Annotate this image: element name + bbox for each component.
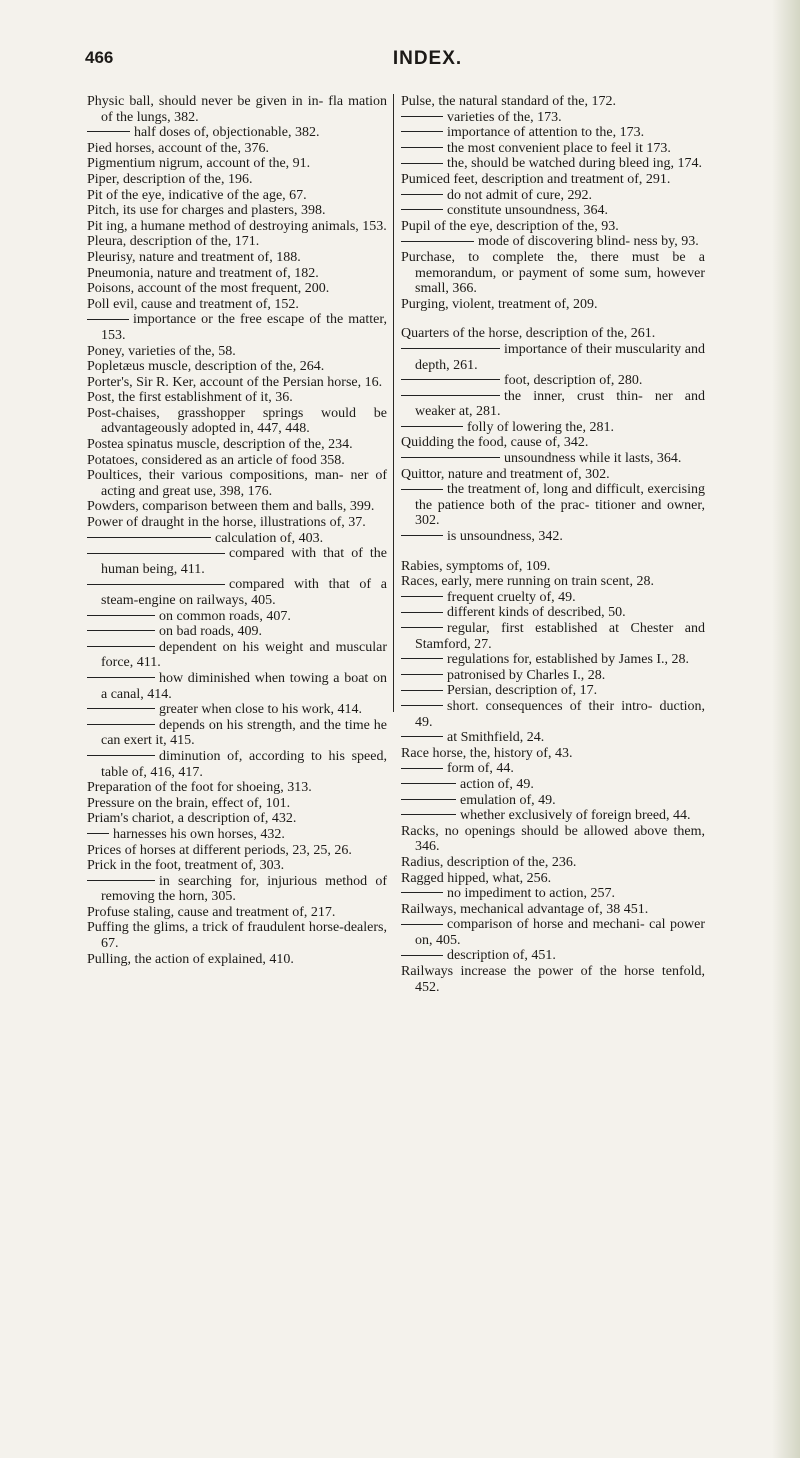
index-subentry xyxy=(401,420,705,436)
index-entry xyxy=(87,250,387,266)
index-subentry xyxy=(87,671,387,702)
section-gap xyxy=(401,312,705,326)
page-header xyxy=(85,48,770,78)
index-subentry xyxy=(87,531,387,547)
index-subentry xyxy=(401,482,705,529)
entry-text: short. consequences of their intro- duction, 49. xyxy=(415,698,705,730)
index-subentry xyxy=(401,777,705,793)
ditto-dash xyxy=(401,426,463,427)
index-entry xyxy=(87,780,387,796)
entry-text: Radius, description of the, 236. xyxy=(401,854,577,870)
ditto-dash xyxy=(87,755,155,756)
ditto-dash xyxy=(401,924,443,925)
entry-text: Quidding the food, cause of, 342. xyxy=(401,435,589,451)
index-subentry xyxy=(401,451,705,467)
entry-text: Prick in the foot, treatment of, 303. xyxy=(87,858,285,874)
ditto-dash xyxy=(401,892,443,893)
index-subentry xyxy=(401,917,705,948)
entry-text: action of, 49. xyxy=(460,776,534,792)
index-subentry xyxy=(401,156,705,172)
entry-text: whether exclusively of foreign breed, 44. xyxy=(460,808,691,824)
index-subentry xyxy=(401,125,705,141)
index-entry xyxy=(87,843,387,859)
ditto-dash xyxy=(401,814,456,815)
entry-text: Power of draught in the horse, illustrations of, 37. xyxy=(87,515,366,531)
entry-text: Pneumonia, nature and treatment of, 182. xyxy=(87,265,319,281)
index-entry xyxy=(401,964,705,995)
entry-text: Poultices, their various compositions, man- ner of acting and great use, 398, 176. xyxy=(87,468,387,499)
index-subentry xyxy=(401,668,705,684)
entry-text: Popletæus muscle, description of the, 264. xyxy=(87,359,325,375)
ditto-dash xyxy=(87,615,155,616)
entry-text: Pitch, its use for charges and plasters, 398. xyxy=(87,203,326,219)
ditto-dash xyxy=(401,799,456,800)
entry-text: Potatoes, considered as an article of food 358. xyxy=(87,452,345,468)
index-subentry xyxy=(87,718,387,749)
entry-text: Race horse, the, history of, 43. xyxy=(401,745,573,761)
index-entry xyxy=(87,203,387,219)
index-entry xyxy=(401,824,705,855)
page-number: 466 xyxy=(85,48,114,67)
ditto-dash xyxy=(401,209,443,210)
ditto-dash xyxy=(87,630,155,631)
entry-text: Railways, mechanical advantage of, 38 451. xyxy=(401,901,649,917)
index-entry xyxy=(87,281,387,297)
index-subentry xyxy=(87,702,387,718)
entry-text: Post, the first establishment of it, 36. xyxy=(87,390,293,406)
index-subentry xyxy=(401,188,705,204)
index-subentry xyxy=(401,203,705,219)
entry-text: harnesses his own horses, 432. xyxy=(113,826,285,842)
entry-text: Racks, no openings should be allowed above them, 346. xyxy=(401,823,705,855)
index-subentry xyxy=(401,234,705,250)
index-entry xyxy=(401,559,705,575)
entry-text: in searching for, injurious method of removing the horn, 305. xyxy=(101,873,387,905)
index-entry xyxy=(401,467,705,483)
index-subentry xyxy=(401,886,705,902)
index-subentry xyxy=(401,110,705,126)
index-entry xyxy=(87,406,387,437)
ditto-dash xyxy=(87,724,155,725)
entry-text: regulations for, established by James I., 28. xyxy=(447,652,690,668)
ditto-dash xyxy=(87,537,211,538)
index-entry xyxy=(401,902,705,918)
entry-text: Puffing the glims, a trick of fraudulent horse-dealers, 67. xyxy=(87,920,387,952)
index-entry xyxy=(87,156,387,172)
index-entry xyxy=(401,297,705,313)
ditto-dash xyxy=(401,379,500,380)
ditto-dash xyxy=(401,658,443,659)
entry-text: Pigmentium nigrum, account of the, 91. xyxy=(87,156,311,172)
index-subentry xyxy=(87,546,387,577)
entry-text: Priam's chariot, a description of, 432. xyxy=(87,811,297,827)
index-entry xyxy=(87,437,387,453)
index-subentry xyxy=(401,605,705,621)
index-entry xyxy=(87,905,387,921)
entry-text: compared with that of the human being, 411. xyxy=(101,546,387,577)
entry-text: unsoundness while it lasts, 364. xyxy=(504,451,682,467)
entry-text: foot, description of, 280. xyxy=(504,373,643,389)
index-subentry xyxy=(87,624,387,640)
index-entry xyxy=(87,234,387,250)
ditto-dash xyxy=(401,457,500,458)
index-subentry xyxy=(401,373,705,389)
index-entry xyxy=(87,375,387,391)
entry-text: Pied horses, account of the, 376. xyxy=(87,140,269,156)
index-entry xyxy=(87,219,387,235)
index-entry xyxy=(401,855,705,871)
ditto-dash xyxy=(401,241,474,242)
entry-text: mode of discovering blind- ness by, 93. xyxy=(478,234,699,250)
entry-text: Pit of the eye, indicative of the age, 67. xyxy=(87,187,307,203)
index-entry xyxy=(87,359,387,375)
entry-text: Pleura, description of the, 171. xyxy=(87,234,260,250)
entry-text: no impediment to action, 257. xyxy=(447,886,615,902)
entry-text: the most convenient place to feel it 173. xyxy=(447,140,671,156)
entry-text: Powders, comparison between them and balls, 399. xyxy=(87,499,375,515)
entry-text: on common roads, 407. xyxy=(159,608,291,624)
index-entry xyxy=(87,344,387,360)
index-entry xyxy=(87,796,387,812)
ditto-dash xyxy=(87,880,155,881)
index-entry xyxy=(401,326,705,342)
entry-text: Prices of horses at different periods, 23, 25, 26. xyxy=(87,842,352,858)
ditto-dash xyxy=(87,319,129,320)
index-subentry xyxy=(401,141,705,157)
ditto-dash xyxy=(401,163,443,164)
entry-text: comparison of horse and mechani- cal power on, 405. xyxy=(415,917,705,948)
index-entry xyxy=(87,188,387,204)
index-entry xyxy=(401,172,705,188)
entry-text: depends on his strength, and the time he can exert it, 415. xyxy=(101,717,387,749)
index-entry xyxy=(87,468,387,499)
entry-text: Pit ing, a humane method of destroying animals, 153. xyxy=(87,218,387,234)
index-entry xyxy=(87,453,387,469)
index-subentry xyxy=(87,609,387,625)
ditto-dash xyxy=(401,348,500,349)
index-entry xyxy=(87,499,387,515)
column-divider xyxy=(393,94,394,712)
entry-text: Quittor, nature and treatment of, 302. xyxy=(401,466,610,482)
index-subentry xyxy=(401,948,705,964)
entry-text: greater when close to his work, 414. xyxy=(159,702,362,718)
index-subentry xyxy=(401,389,705,420)
index-entry xyxy=(87,94,387,125)
entry-text: on bad roads, 409. xyxy=(159,624,263,640)
entry-text: importance of their muscularity and depth, 261. xyxy=(415,341,705,373)
index-entry xyxy=(401,250,705,297)
index-entry xyxy=(401,94,705,110)
ditto-dash xyxy=(87,677,155,678)
page-edge-shadow xyxy=(772,0,800,1458)
page-title: INDEX. xyxy=(392,48,463,69)
entry-text: Purging, violent, treatment of, 209. xyxy=(401,296,598,312)
ditto-dash xyxy=(401,535,443,536)
entry-text: Races, early, mere running on train scent, 28. xyxy=(401,574,654,590)
entry-text: Preparation of the foot for shoeing, 313. xyxy=(87,780,312,796)
entry-text: Quarters of the horse, description of the, 261. xyxy=(401,326,656,342)
index-entry xyxy=(87,141,387,157)
ditto-dash xyxy=(401,674,443,675)
entry-text: frequent cruelty of, 49. xyxy=(447,589,576,605)
index-subentry xyxy=(87,577,387,608)
index-entry xyxy=(87,390,387,406)
ditto-dash xyxy=(401,736,443,737)
index-entry xyxy=(87,172,387,188)
index-entry xyxy=(401,219,705,235)
entry-text: calculation of, 403. xyxy=(215,530,324,546)
entry-text: description of, 451. xyxy=(447,948,556,964)
ditto-dash xyxy=(401,194,443,195)
ditto-dash xyxy=(401,395,500,396)
index-entry xyxy=(87,515,387,531)
entry-text: emulation of, 49. xyxy=(460,792,556,808)
entry-text: constitute unsoundness, 364. xyxy=(447,203,608,219)
index-subentry xyxy=(87,827,387,843)
ditto-dash xyxy=(401,627,443,628)
entry-text: importance or the free escape of the matter, 153. xyxy=(101,312,387,343)
entry-text: regular, first established at Chester and Stamford, 27. xyxy=(415,621,705,652)
entry-text: how diminished when towing a boat on a canal, 414. xyxy=(101,670,387,702)
index-subentry xyxy=(401,683,705,699)
ditto-dash xyxy=(87,646,155,647)
index-entry xyxy=(401,574,705,590)
section-gap xyxy=(401,545,705,559)
entry-text: Pleurisy, nature and treatment of, 188. xyxy=(87,249,301,265)
index-subentry xyxy=(87,874,387,905)
ditto-dash xyxy=(401,147,443,148)
ditto-dash xyxy=(401,783,456,784)
entry-text: Pressure on the brain, effect of, 101. xyxy=(87,795,291,811)
ditto-dash xyxy=(87,553,225,554)
entry-text: Profuse staling, cause and treatment of, 217. xyxy=(87,904,336,920)
entry-text: the, should be watched during bleed ing, 174. xyxy=(447,156,703,172)
entry-text: half doses of, objectionable, 382. xyxy=(134,125,320,141)
entry-text: is unsoundness, 342. xyxy=(447,529,563,545)
ditto-dash xyxy=(87,584,225,585)
index-subentry xyxy=(401,793,705,809)
entry-text: the inner, crust thin- ner and weaker at, 281. xyxy=(415,388,705,420)
index-subentry xyxy=(401,621,705,652)
entry-text: form of, 44. xyxy=(447,761,514,777)
entry-text: do not admit of cure, 292. xyxy=(447,187,593,203)
index-entry xyxy=(87,297,387,313)
index-columns xyxy=(87,94,771,1424)
entry-text: Postea spinatus muscle, description of the, 234. xyxy=(87,437,353,453)
entry-text: Rabies, symptoms of, 109. xyxy=(401,558,551,574)
ditto-dash xyxy=(401,131,443,132)
ditto-dash xyxy=(401,596,443,597)
ditto-dash xyxy=(401,690,443,691)
index-subentry xyxy=(401,590,705,606)
index-entry xyxy=(87,952,387,968)
entry-text: Poney, varieties of the, 58. xyxy=(87,343,236,359)
index-entry xyxy=(87,920,387,951)
ditto-dash xyxy=(87,833,109,834)
entry-text: importance of attention to the, 173. xyxy=(447,125,645,141)
entry-text: diminution of, according to his speed, table of, 416, 417. xyxy=(101,748,387,780)
ditto-dash xyxy=(401,489,443,490)
entry-text: Physic ball, should never be given in in- fla mation of the lungs, 382. xyxy=(87,94,387,125)
index-subentry xyxy=(401,342,705,373)
entry-text: Poisons, account of the most frequent, 200. xyxy=(87,281,330,297)
entry-text: dependent on his weight and muscular force, 411. xyxy=(101,639,387,671)
index-subentry xyxy=(87,125,387,141)
entry-text: Pumiced feet, description and treatment of, 291. xyxy=(401,171,671,187)
entry-text: varieties of the, 173. xyxy=(447,109,562,125)
entry-text: Pulse, the natural standard of the, 172. xyxy=(401,94,617,109)
ditto-dash xyxy=(401,612,443,613)
entry-text: Railways increase the power of the horse tenfold, 452. xyxy=(401,964,705,995)
ditto-dash xyxy=(87,131,130,132)
ditto-dash xyxy=(401,768,443,769)
index-subentry xyxy=(87,312,387,343)
index-subentry xyxy=(401,652,705,668)
index-entry xyxy=(87,811,387,827)
entry-text: Pulling, the action of explained, 410. xyxy=(87,951,294,967)
entry-text: different kinds of described, 50. xyxy=(447,605,626,621)
index-subentry xyxy=(87,640,387,671)
entry-text: at Smithfield, 24. xyxy=(447,730,545,746)
index-entry xyxy=(87,858,387,874)
entry-text: Piper, description of the, 196. xyxy=(87,171,253,187)
index-subentry xyxy=(401,730,705,746)
right-column xyxy=(401,94,705,995)
index-entry xyxy=(401,435,705,451)
index-entry xyxy=(401,746,705,762)
left-column xyxy=(87,94,387,967)
index-entry xyxy=(401,871,705,887)
entry-text: Post-chaises, grasshopper springs would be advantageously adopted in, 447, 448. xyxy=(87,405,387,437)
entry-text: Purchase, to complete the, there must be a memorandum, or payment of some sum, however small, 366. xyxy=(401,249,705,297)
index-subentry xyxy=(401,761,705,777)
entry-text: patronised by Charles I., 28. xyxy=(447,667,606,683)
entry-text: folly of lowering the, 281. xyxy=(467,419,614,435)
entry-text: Ragged hipped, what, 256. xyxy=(401,870,552,886)
ditto-dash xyxy=(401,116,443,117)
entry-text: compared with that of a steam-engine on railways, 405. xyxy=(101,577,387,608)
entry-text: Poll evil, cause and treatment of, 152. xyxy=(87,296,299,312)
index-subentry xyxy=(87,749,387,780)
index-subentry xyxy=(401,808,705,824)
index-subentry xyxy=(401,529,705,545)
entry-text: Porter's, Sir R. Ker, account of the Persian horse, 16. xyxy=(87,374,383,390)
ditto-dash xyxy=(87,708,155,709)
index-entry xyxy=(87,266,387,282)
entry-text: Persian, description of, 17. xyxy=(447,683,598,699)
ditto-dash xyxy=(401,705,443,706)
index-subentry xyxy=(401,699,705,730)
entry-text: Pupil of the eye, description of the, 93. xyxy=(401,218,619,234)
entry-text: the treatment of, long and difficult, exercising the patience both of the prac- titioner and owner, 302. xyxy=(415,482,705,529)
ditto-dash xyxy=(401,955,443,956)
